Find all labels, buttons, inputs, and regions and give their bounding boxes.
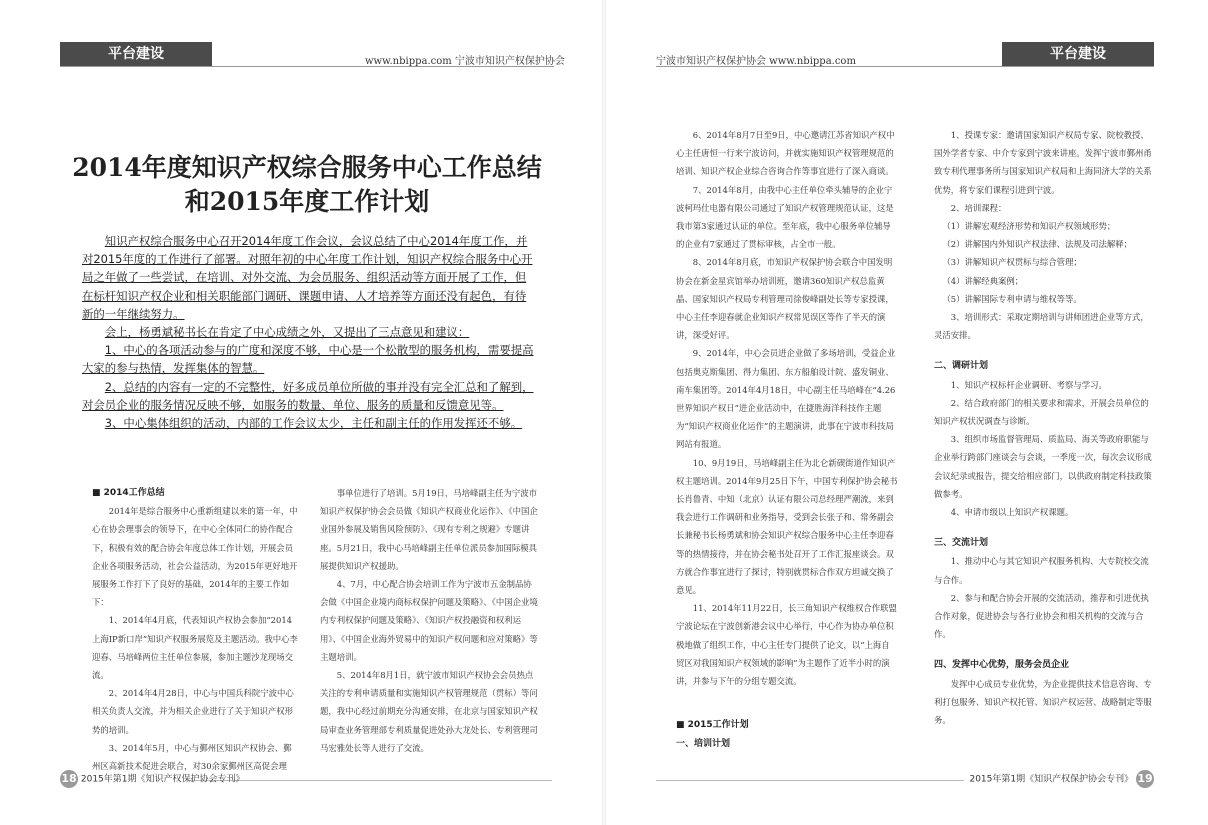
body-paragraph: 9、2014年，中心会员进企业做了多场培训，受益企业包括奥克斯集团、得力集团、东方船舶设计院、盛发铜业、南车集团等。2014年4月18日，中心副主任马培峰在“4.26世界知识产权日”进企业活动中，在捷胜海洋科技作主题为“知识产权商业化运作”的主题演讲，此事在宁波市科技局网站有报道。: [676, 348, 896, 450]
body-paragraph: 1、授课专家：邀请国家知识产权局专家、院校教授、国外学者专家、中介专家到宁波来讲座。发挥宁波市鄞州甬致专利代理事务所与国家知识产权局和上海同济大学的关系优势，将专家们课程引进到宁波。: [934, 130, 1152, 195]
course-item: （3）讲解知识产权贯标与综合管理；: [942, 257, 1082, 268]
course-item: （4）讲解经典案例；: [942, 275, 1024, 286]
body-paragraph: 4、7月，中心配合协会培训工作为宁波市五金制品协会做《中国企业境内商标权保护问题及策略》、《中国企业境内专利权保护问题及策略》、《知识产权投融资和权利运用》、《中国企业海外贸易中的知识产权问题和应对策略》等主题培训。: [320, 579, 538, 662]
body-paragraph: 3、组织市场监督管理局、质监局、海关等政府职能与企业举行跨部门座谈会与会谈，一季度一次，每次会议形成会议纪录或报告，提交给相应部门，以供政府制定科技政策做参考。: [934, 434, 1152, 499]
issue-label: 2015年第1期《知识产权保护协会专刊》: [969, 774, 1134, 785]
page-number: 18: [60, 770, 78, 788]
course-item: （2）讲解国内外知识产权法律、法规及司法解释；: [942, 239, 1132, 250]
page-number: 19: [1136, 770, 1154, 788]
body-paragraph: 4、申请市级以上知识产权课题。: [950, 507, 1074, 518]
section-tag: 平台建设: [60, 42, 212, 66]
intro-block: [82, 232, 534, 432]
subsection-heading: 一、培训计划: [676, 738, 731, 749]
left-column-2: [320, 484, 538, 757]
body-paragraph: 5、2014年8月1日，就宁波市知识产权协会会员热点关注的专利申请质量和实施知识产权管理规范（贯标）等问题，我中心经过前期充分沟通安排，在北京与国家知识产权局审查业务管理部专利质量促进处孙大龙处长、专利管理司马宏雅处长等人进行了交流。: [320, 670, 538, 753]
body-paragraph: 2014年是综合服务中心重新组建以来的第一年，中心在协会理事会的领导下，在中心全体同仁的协作配合下，积极有效的配合协会年度总体工作计划，开展会员企业各项服务活动，社会公益活动，为2015年更好地开展服务工作打下了良好的基础，2014年的主要工作如下：: [92, 506, 298, 608]
left-column-1: [92, 484, 298, 775]
body-paragraph: 11、2014年11月22日，长三角知识产权维权合作联盟宁波论坛在宁波创新港会议中心举行，中心作为协办单位积极地做了组织工作，中心主任专门提供了论文，以“上海自贸区对我国知识产权领域的影响”为主题作了近半小时的演讲，并参与下午的分组专题交流。: [676, 603, 897, 687]
site-header: 宁波市知识产权保护协会 www.nbippa.com: [656, 56, 856, 67]
subsection-heading: 二、调研计划: [934, 361, 989, 372]
body-paragraph: 2、2014年4月28日，中心与中国兵科院宁波中心相关负责人交流，并为相关企业进行了关于知识产权形势的培训。: [92, 688, 294, 735]
body-paragraph: 10、9月19日，马培峰副主任为北仑新碶街道作知识产权主题培训。2014年9月25日下午，中国专利保护协会秘书长肖鲁青、中知（北京）认证有限公司总经理严潮流，来到我会进行工作调研和业务指导，受到会长张子和、常务副会长兼秘书长杨勇斌和协会知识产权综合服务中心主任李迎春等的热情接待，并在协会秘书处召开了工作汇报座谈会。双方就合作事宜进行了探讨，特别就贯标合作双方坦诚交换了意见。: [676, 457, 898, 596]
intro-paragraph: 会上，杨勇斌秘书长在肯定了中心成绩之外，又提出了三点意见和建议：: [104, 325, 470, 340]
issue-label: 2015年第1期《知识产权保护协会专刊》: [80, 774, 245, 785]
header-rule: [656, 66, 1154, 67]
body-paragraph: 1、2014年4月底，代表知识产权协会参加“2014上海IP新口岸”知识产权服务展览及主题活动。我中心李迎春、马培峰两位主任单位参展，参加主题沙龙现场交流。: [92, 615, 298, 681]
article-title-line-2: 和2015年度工作计划: [184, 187, 430, 216]
section-heading: ■ 2014工作总结: [92, 488, 165, 498]
intro-paragraph: 3、中心集体组织的活动，内部的工作会议太少，主任和副主任的作用发挥还不够。: [104, 416, 523, 431]
body-paragraph: 3、2014年5月，中心与鄞州区知识产权协会、鄞州区高新技术促进会联合，对30余家鄞州区高促会理: [92, 742, 292, 772]
body-paragraph: 1、知识产权标杆企业调研、考察与学习。: [950, 379, 1107, 390]
footer-rule: [656, 780, 964, 781]
section-tag: 平台建设: [1002, 42, 1154, 66]
body-paragraph: 发挥中心成员专业优势，为企业提供技术信息咨询、专利打包服务、知识产权托管、知识产权运营、战略制定等服务。: [934, 678, 1152, 726]
intro-paragraph: 知识产权综合服务中心召开2014年度工作会议，会议总结了中心2014年度工作，并对2015年度的工作进行了部署。对照年初的中心年度工作计划，知识产权综合服务中心开局之年做了一些尝试，在培训、对外交流、为会员服务、组织活动等方面开展了工作，但在标杆知识产权企业和相关职能部门调研、课题申请、人才培养等方面还没有起色，有待新的一年继续努力。: [82, 234, 533, 321]
right-column-1: [676, 126, 898, 753]
body-paragraph: 7、2014年8月，由我中心主任单位牵头辅导的企业宁波柯玛仕电器有限公司通过了知识产权管理规范认证，这是我市第3家通过认证的单位。至年底，我中心服务单位辅导的企业有7家通过了贯标审核，占全市一般。: [676, 184, 894, 250]
body-paragraph: 事单位进行了培训。5月19日，马培峰副主任为宁波市知识产权保护协会会员做《知识产权商业化运作》、《中国企业国外参展及销售风险预防》、《现有专利之规避》专题讲座。5月21日，我中心马培峰副主任单位派员参加国际模具展提供知识产权援助。: [320, 488, 538, 571]
subsection-heading: 三、交流计划: [934, 538, 989, 549]
intro-paragraph: 2、总结的内容有一定的不完整性，好多成员单位所做的事并没有完全汇总和了解到，对会员企业的服务情况反映不够，如服务的数量、单位、服务的质量和反馈意见等。: [82, 379, 534, 412]
right-page: [604, 0, 1208, 825]
site-header: www.nbippa.com 宁波市知识产权保护协会: [365, 56, 565, 67]
course-item: （5）讲解国际专利申请与维权等等。: [942, 293, 1082, 304]
body-paragraph: 8、2014年8月底，市知识产权保护协会联合中国发明协会在新金星宾馆举办培训班，邀请360知识产权总监黄晶、国家知识产权局专利管理司徐俊峰副处长等专家授课，中心主任李迎春就企业知识产权常见误区等作了半天的演讲，深受好评。: [676, 257, 894, 341]
header-rule: [60, 66, 554, 67]
intro-paragraph: 1、中心的各项活动参与的广度和深度不够，中心是一个松散型的服务机构，需要提高大家的参与热情，发挥集体的智慧。: [82, 343, 534, 376]
body-paragraph: 1、推动中心与其它知识产权服务机构、大专院校交流与合作。: [934, 556, 1149, 585]
body-paragraph: 2、结合政府部门的相关要求和需求，开展会员单位的知识产权状况调查与诊断。: [934, 397, 1149, 427]
article-title-line-1: 2014年度知识产权综合服务中心工作总结: [72, 153, 542, 182]
right-column-2: [934, 126, 1156, 729]
page-footer: [60, 770, 245, 788]
body-paragraph: 2、培训课程：: [950, 202, 1007, 213]
course-item: （1）讲解宏观经济形势和知识产权领域形势；: [942, 221, 1116, 232]
subsection-heading: 四、发挥中心优势，服务会员企业: [934, 660, 1070, 671]
body-paragraph: 3、培训形式：采取定期培训与讲师团进企业等方式，灵活安排。: [934, 312, 1149, 341]
section-heading: ■ 2015工作计划: [676, 720, 749, 731]
body-paragraph: 6、2014年8月7日至9日，中心邀请江苏省知识产权中心主任唐恒一行来宁波访问，并就实施知识产权管理规范的培训、知识产权企业综合咨询合作等事宜进行了深入商谈。: [676, 130, 895, 177]
body-paragraph: 2、参与和配合协会开展的交流活动，推荐和引进优执合作对象，促进协会与各行业协会和相关机构的交流与合作。: [934, 592, 1149, 640]
page-footer: [969, 770, 1154, 788]
